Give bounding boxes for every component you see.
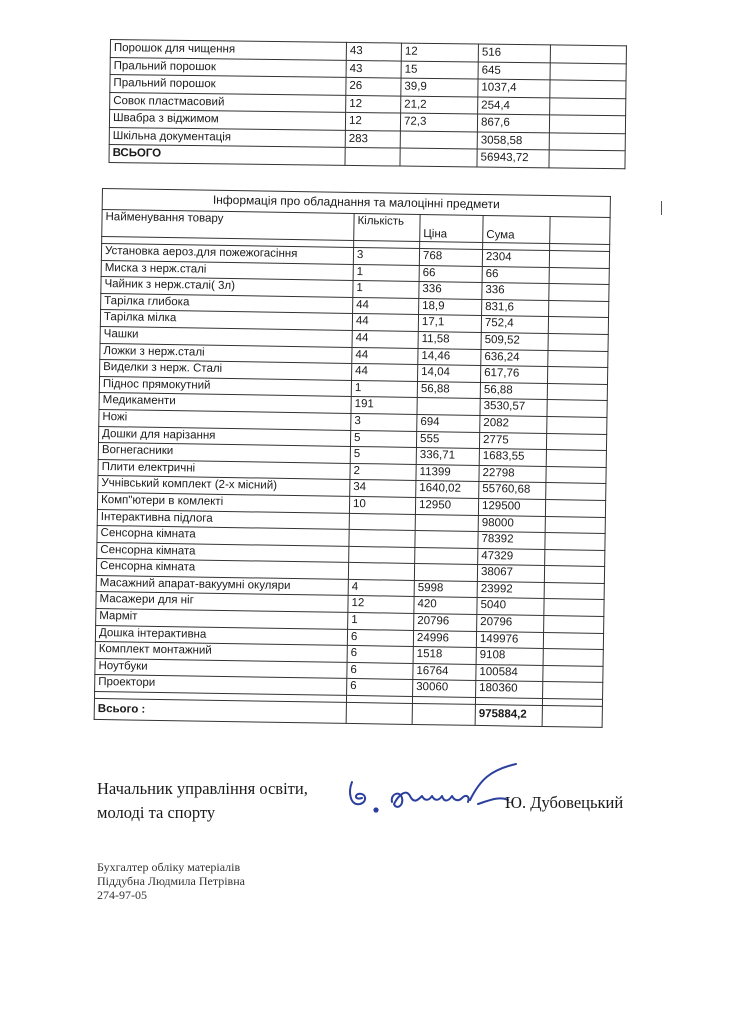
item-name: Миска з нерж.сталі <box>101 260 353 281</box>
item-name: Проектори <box>95 675 347 696</box>
item-quantity: 10 <box>349 496 415 514</box>
item-extra <box>545 499 605 517</box>
item-quantity: 12 <box>348 596 414 614</box>
item-extra <box>544 616 604 634</box>
item-price <box>415 531 478 549</box>
equipment-table <box>94 188 611 728</box>
item-sum: 254,4 <box>478 96 550 114</box>
item-sum: 47329 <box>478 548 545 566</box>
item-quantity <box>349 530 415 548</box>
item-quantity: 12 <box>346 95 401 113</box>
item-sum: 98000 <box>478 515 545 533</box>
item-price: 72,3 <box>400 113 477 131</box>
item-extra <box>546 466 606 484</box>
item-quantity: 26 <box>346 77 401 95</box>
item-sum: 3530,57 <box>480 399 547 417</box>
item-price: 18,9 <box>419 298 482 316</box>
item-name: Пральний порошок <box>110 57 346 77</box>
item-extra <box>545 533 605 551</box>
item-sum: 149976 <box>476 631 543 649</box>
item-price: 66 <box>419 265 482 283</box>
item-name: Масажери для ніг <box>96 592 348 613</box>
item-sum: 2775 <box>479 432 546 450</box>
item-sum: 752,4 <box>481 316 548 334</box>
item-price: 5998 <box>414 580 477 598</box>
item-name: Піднос прямокутний <box>99 376 351 397</box>
top-inventory-table <box>108 39 626 169</box>
item-quantity: 44 <box>352 314 418 332</box>
item-price <box>414 564 477 582</box>
item-sum: 636,24 <box>481 349 548 367</box>
item-price: 16764 <box>413 663 476 681</box>
item-quantity: 1 <box>353 264 419 282</box>
item-price: 56,88 <box>417 381 480 399</box>
item-name: Сенсорна кімната <box>96 559 348 580</box>
item-name: Чашки <box>100 326 352 347</box>
item-sum: 55760,68 <box>479 482 546 500</box>
item-quantity: 44 <box>352 347 418 365</box>
item-sum: 645 <box>478 62 550 80</box>
item-extra <box>544 599 604 617</box>
item-sum: 831,6 <box>482 299 549 317</box>
item-name: Дошка інтерактивна <box>95 625 347 646</box>
item-name: Сенсорна кімната <box>97 542 349 563</box>
item-name: Масажний апарат-вакуумні окуляри <box>96 575 348 596</box>
item-price: 12950 <box>415 497 478 515</box>
item-price: 1640,02 <box>416 481 479 499</box>
item-sum: 100584 <box>476 664 543 682</box>
item-sum: 2304 <box>482 249 549 267</box>
item-name: Ножі <box>99 409 351 430</box>
item-sum: 56,88 <box>480 382 547 400</box>
item-sum: 38067 <box>477 565 544 583</box>
item-quantity: 43 <box>346 42 401 60</box>
item-price: 11,58 <box>418 331 481 349</box>
item-extra <box>547 383 607 401</box>
item-name: Ложки з нерж.сталі <box>100 343 352 364</box>
item-sum: 129500 <box>478 498 545 516</box>
item-price: 768 <box>419 248 482 266</box>
header-name: Найменування товару <box>102 210 354 241</box>
item-quantity: 5 <box>350 447 416 465</box>
item-price: 30060 <box>413 680 476 698</box>
item-quantity: 1 <box>353 281 419 299</box>
item-price: 20796 <box>414 614 477 632</box>
item-name: Порошок для чищення <box>110 40 346 60</box>
item-extra <box>549 284 609 302</box>
item-extra <box>549 132 625 150</box>
item-quantity <box>348 563 414 581</box>
scan-mark <box>661 201 662 215</box>
item-quantity: 44 <box>353 297 419 315</box>
item-sum: 3058,58 <box>477 131 549 149</box>
item-extra <box>544 582 604 600</box>
item-price: 14,46 <box>418 348 481 366</box>
item-extra <box>547 416 607 434</box>
item-extra <box>550 97 626 115</box>
item-sum: 516 <box>478 44 550 62</box>
item-price: 14,04 <box>418 365 481 383</box>
header-sum: Сума <box>483 215 550 243</box>
total-value: 975884,2 <box>475 704 542 726</box>
item-name: Пральний порошок <box>110 75 346 95</box>
item-price <box>415 514 478 532</box>
item-name: Комплект монтажний <box>95 642 347 663</box>
item-price <box>417 398 480 416</box>
item-extra <box>549 267 609 285</box>
item-quantity <box>349 513 415 531</box>
item-extra <box>543 682 603 700</box>
item-extra <box>546 450 606 468</box>
item-quantity: 283 <box>345 130 400 148</box>
item-name: Совок пластмасовий <box>110 92 346 112</box>
item-extra <box>550 80 626 98</box>
item-sum: 867,6 <box>477 114 549 132</box>
signatory-title <box>97 777 308 825</box>
item-extra <box>545 516 605 534</box>
total-value: 56943,72 <box>477 149 549 167</box>
item-price: 24996 <box>413 630 476 648</box>
signatory-title-line2: молоді та спорту <box>97 803 216 822</box>
item-sum: 22798 <box>479 465 546 483</box>
header-quantity: Кількість <box>354 213 420 241</box>
item-price: 336,71 <box>416 448 479 466</box>
item-price: 336 <box>419 282 482 300</box>
item-quantity: 43 <box>346 60 401 78</box>
item-quantity <box>349 546 415 564</box>
accountant-phone: 274-97-05 <box>97 888 147 902</box>
item-price: 11399 <box>416 464 479 482</box>
item-extra <box>544 566 604 584</box>
item-name: Дошки для нарізання <box>99 426 351 447</box>
item-name: Інтерактивна підлога <box>97 509 349 530</box>
item-name: Установка аероз.для пожежогасіння <box>101 244 353 265</box>
item-sum: 2082 <box>480 415 547 433</box>
total-label: Всього : <box>94 698 346 723</box>
item-quantity: 5 <box>350 430 416 448</box>
total-empty <box>549 150 625 168</box>
total-empty <box>346 702 412 724</box>
item-quantity: 4 <box>348 579 414 597</box>
item-extra <box>545 549 605 567</box>
item-name: Вогнегасники <box>98 443 350 464</box>
item-price: 17,1 <box>418 315 481 333</box>
item-price: 555 <box>416 431 479 449</box>
item-sum: 180360 <box>476 681 543 699</box>
item-price: 15 <box>401 61 478 79</box>
total-empty <box>542 706 602 728</box>
item-quantity: 3 <box>353 247 419 265</box>
item-extra <box>549 115 625 133</box>
item-name: Учнівський комплект (2-х місний) <box>98 476 350 497</box>
item-name: Виделки з нерж. Сталі <box>100 360 352 381</box>
item-extra <box>550 62 626 80</box>
signatory-title-line1: Начальник управління освіти, <box>97 779 308 798</box>
item-quantity: 6 <box>347 679 413 697</box>
item-sum: 1683,55 <box>479 449 546 467</box>
item-sum: 617,76 <box>480 366 547 384</box>
item-extra <box>546 433 606 451</box>
item-name: Марміт <box>96 609 348 630</box>
item-sum: 78392 <box>478 532 545 550</box>
item-sum: 20796 <box>477 615 544 633</box>
item-quantity: 44 <box>352 330 418 348</box>
item-price: 420 <box>414 597 477 615</box>
header-empty <box>550 217 610 245</box>
item-quantity: 1 <box>348 612 414 630</box>
item-extra <box>543 632 603 650</box>
item-extra <box>549 300 609 318</box>
item-quantity: 6 <box>347 662 413 680</box>
item-price: 21,2 <box>401 96 478 114</box>
item-extra <box>547 367 607 385</box>
item-quantity: 6 <box>347 646 413 664</box>
item-sum: 23992 <box>477 581 544 599</box>
item-sum: 5040 <box>477 598 544 616</box>
accountant-info <box>97 860 245 902</box>
item-sum: 1037,4 <box>478 79 550 97</box>
accountant-role: Бухгалтер обліку матеріалів <box>97 860 241 874</box>
item-name: Чайник з нерж.сталі( 3л) <box>101 277 353 298</box>
item-price: 694 <box>417 414 480 432</box>
item-extra <box>547 400 607 418</box>
total-label: ВСЬОГО <box>109 144 345 164</box>
header-price: Ціна <box>420 215 483 243</box>
item-name: Плити електричні <box>98 459 350 480</box>
item-price: 12 <box>401 43 478 61</box>
top-table-body <box>109 40 626 169</box>
item-extra <box>548 333 608 351</box>
item-quantity: 3 <box>351 413 417 431</box>
item-extra <box>546 483 606 501</box>
item-price: 1518 <box>413 647 476 665</box>
item-extra <box>548 317 608 335</box>
item-quantity: 2 <box>350 463 416 481</box>
item-quantity: 6 <box>347 629 413 647</box>
item-name: Комп"ютери в комлекті <box>97 492 349 513</box>
item-extra <box>549 251 609 269</box>
item-quantity: 1 <box>351 380 417 398</box>
signatory-name: Ю. Дубовецький <box>505 793 624 812</box>
item-price <box>400 131 477 149</box>
total-empty <box>345 147 400 165</box>
item-sum: 66 <box>482 266 549 284</box>
item-name: Тарілка мілка <box>100 310 352 331</box>
item-name: Швабра з віджимом <box>109 110 345 130</box>
table-title: Інформація про обладнання та малоцінні предмети <box>102 189 610 218</box>
item-quantity: 191 <box>351 397 417 415</box>
item-name: Сенсорна кімната <box>97 526 349 547</box>
equipment-table-body <box>94 189 610 728</box>
item-price <box>415 547 478 565</box>
item-name: Тарілка глибока <box>101 293 353 314</box>
item-sum: 9108 <box>476 648 543 666</box>
total-empty <box>400 148 477 166</box>
total-empty <box>412 703 475 725</box>
item-extra <box>543 649 603 667</box>
item-sum: 509,52 <box>481 332 548 350</box>
item-extra <box>550 45 626 63</box>
item-quantity: 44 <box>352 364 418 382</box>
item-name: Медикаменти <box>99 393 351 414</box>
item-extra <box>543 665 603 683</box>
accountant-name: Піддубна Людмила Петрівна <box>97 874 245 888</box>
item-extra <box>548 350 608 368</box>
item-name: Ноутбуки <box>95 658 347 679</box>
item-name: Шкільна документація <box>109 127 345 147</box>
item-quantity: 34 <box>350 480 416 498</box>
item-sum: 336 <box>482 283 549 301</box>
item-price: 39,9 <box>401 78 478 96</box>
item-quantity: 12 <box>345 112 400 130</box>
